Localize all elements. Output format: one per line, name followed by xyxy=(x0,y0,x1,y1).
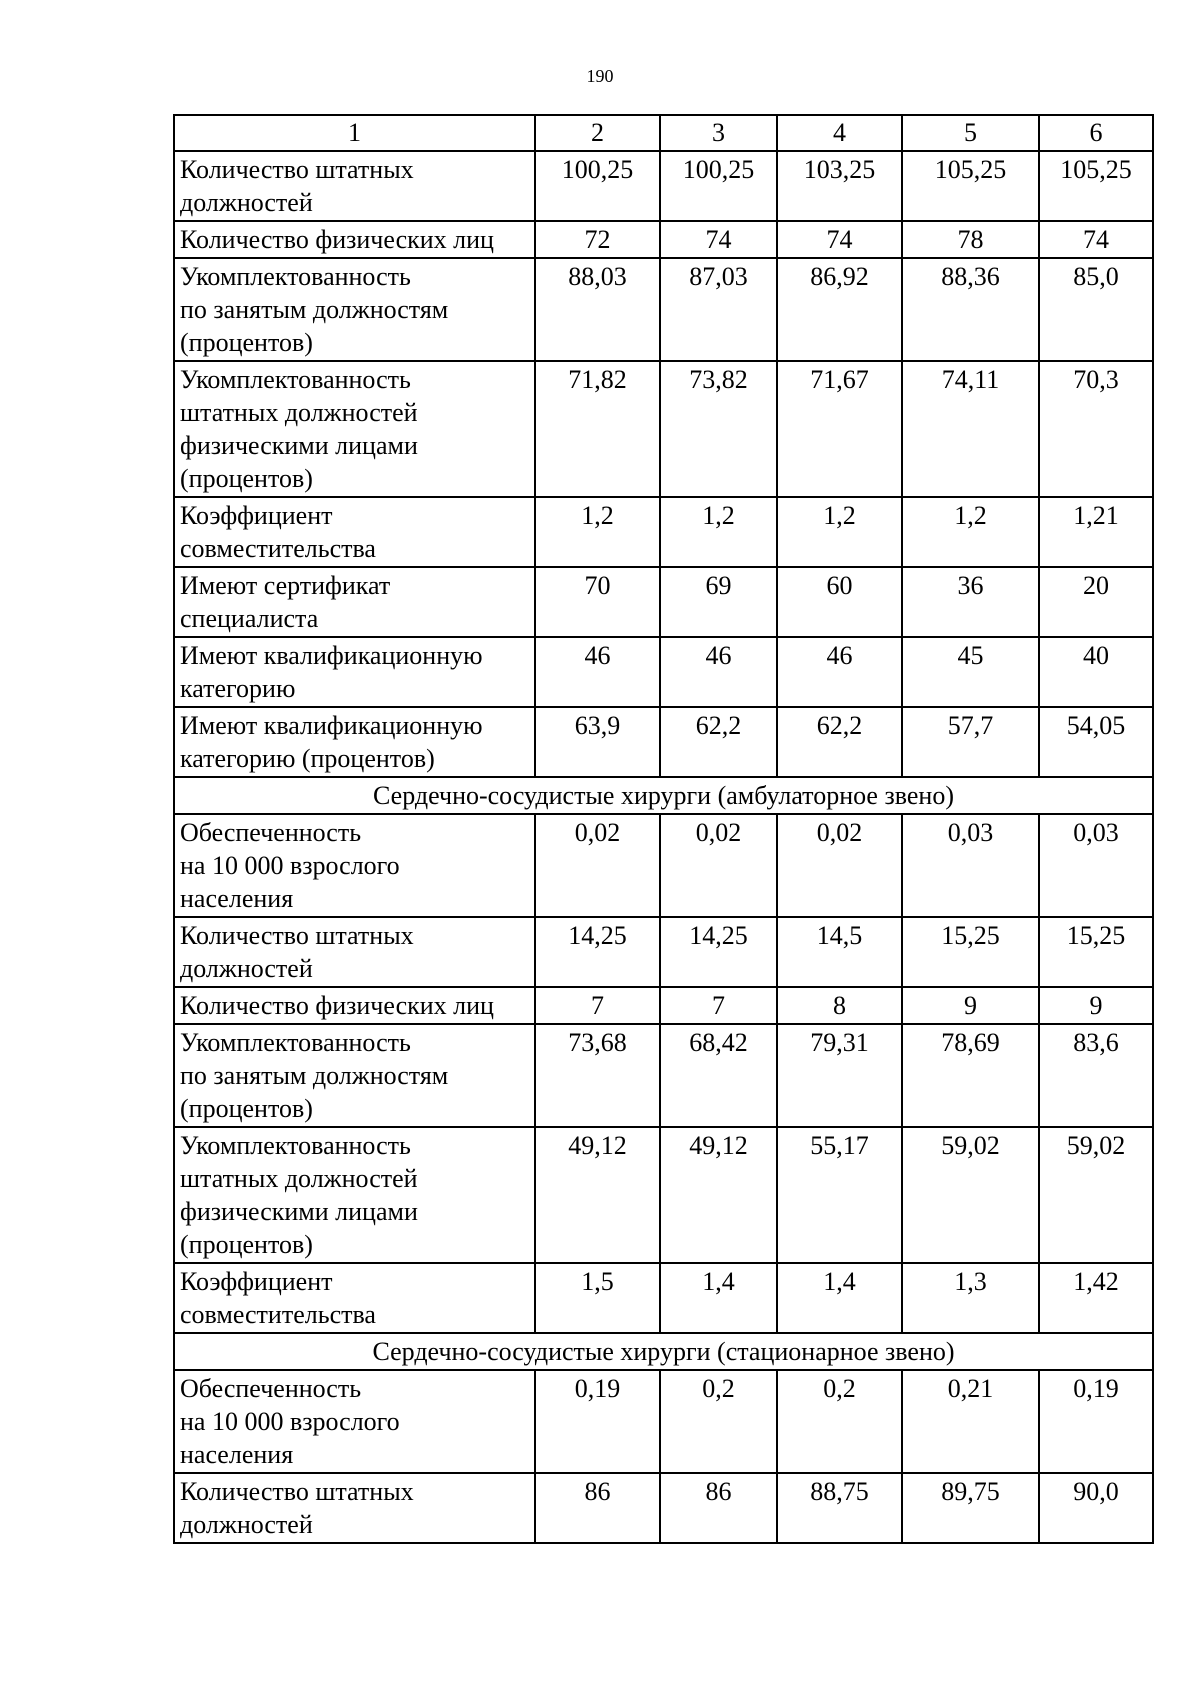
table-cell: 74 xyxy=(777,221,902,258)
table-cell: 71,82 xyxy=(535,361,660,497)
table-cell: 71,67 xyxy=(777,361,902,497)
row-label: Имеют квалификационную категорию xyxy=(174,637,535,707)
table-cell: 1,21 xyxy=(1039,497,1153,567)
row-label: Количество физических лиц xyxy=(174,987,535,1024)
table-cell: 88,36 xyxy=(902,258,1039,361)
row-label: Укомплектованность по занятым должностям (процентов) xyxy=(174,258,535,361)
table-row xyxy=(174,567,1153,637)
table-cell: 45 xyxy=(902,637,1039,707)
table-section-row xyxy=(174,1333,1153,1370)
table-cell: 103,25 xyxy=(777,151,902,221)
table-cell: 74 xyxy=(660,221,777,258)
table-cell: 0,2 xyxy=(660,1370,777,1473)
table-row xyxy=(174,637,1153,707)
table-cell: 0,02 xyxy=(535,814,660,917)
table-cell: 79,31 xyxy=(777,1024,902,1127)
row-label: Обеспеченность на 10 000 взрослого населения xyxy=(174,814,535,917)
table-cell: 1,2 xyxy=(535,497,660,567)
row-label: Количество штатных должностей xyxy=(174,1473,535,1543)
row-label: Имеют квалификационную категорию (процентов) xyxy=(174,707,535,777)
table-cell: 0,21 xyxy=(902,1370,1039,1473)
section-title: Сердечно-сосудистые хирурги (стационарное звено) xyxy=(174,1333,1153,1370)
table-cell: 83,6 xyxy=(1039,1024,1153,1127)
table-cell: 15,25 xyxy=(1039,917,1153,987)
table-cell: 78 xyxy=(902,221,1039,258)
table-row xyxy=(174,361,1153,497)
column-header: 6 xyxy=(1039,115,1153,151)
table-row xyxy=(174,497,1153,567)
table-cell: 9 xyxy=(902,987,1039,1024)
column-header: 2 xyxy=(535,115,660,151)
table-cell: 74,11 xyxy=(902,361,1039,497)
table-cell: 59,02 xyxy=(1039,1127,1153,1263)
table-row xyxy=(174,258,1153,361)
table-cell: 0,03 xyxy=(902,814,1039,917)
table-cell: 78,69 xyxy=(902,1024,1039,1127)
row-label: Количество физических лиц xyxy=(174,221,535,258)
table-cell: 0,19 xyxy=(535,1370,660,1473)
table-row xyxy=(174,707,1153,777)
table-cell: 89,75 xyxy=(902,1473,1039,1543)
table-cell: 1,3 xyxy=(902,1263,1039,1333)
table-cell: 68,42 xyxy=(660,1024,777,1127)
table-cell: 54,05 xyxy=(1039,707,1153,777)
table-cell: 86,92 xyxy=(777,258,902,361)
table-cell: 90,0 xyxy=(1039,1473,1153,1543)
table-cell: 40 xyxy=(1039,637,1153,707)
table-cell: 7 xyxy=(660,987,777,1024)
row-label: Коэффициент совместительства xyxy=(174,1263,535,1333)
table-cell: 86 xyxy=(660,1473,777,1543)
row-label: Обеспеченность на 10 000 взрослого населения xyxy=(174,1370,535,1473)
table-row xyxy=(174,1024,1153,1127)
table-cell: 62,2 xyxy=(660,707,777,777)
table-cell: 70 xyxy=(535,567,660,637)
table-row xyxy=(174,151,1153,221)
table-cell: 73,68 xyxy=(535,1024,660,1127)
table-cell: 20 xyxy=(1039,567,1153,637)
column-header: 4 xyxy=(777,115,902,151)
table-row xyxy=(174,221,1153,258)
table-cell: 63,9 xyxy=(535,707,660,777)
table-cell: 100,25 xyxy=(535,151,660,221)
table-cell: 49,12 xyxy=(660,1127,777,1263)
table-cell: 14,25 xyxy=(660,917,777,987)
row-label: Укомплектованность штатных должностей физическими лицами (процентов) xyxy=(174,361,535,497)
table-cell: 0,03 xyxy=(1039,814,1153,917)
table-row xyxy=(174,1127,1153,1263)
row-label: Имеют сертификат специалиста xyxy=(174,567,535,637)
table-header-row xyxy=(174,115,1153,151)
table-cell: 55,17 xyxy=(777,1127,902,1263)
table-cell: 88,75 xyxy=(777,1473,902,1543)
table-cell: 57,7 xyxy=(902,707,1039,777)
table-cell: 49,12 xyxy=(535,1127,660,1263)
table-cell: 1,2 xyxy=(902,497,1039,567)
table-row xyxy=(174,1473,1153,1543)
table-row xyxy=(174,917,1153,987)
table-cell: 0,02 xyxy=(660,814,777,917)
table-row xyxy=(174,1263,1153,1333)
table-cell: 8 xyxy=(777,987,902,1024)
table-cell: 74 xyxy=(1039,221,1153,258)
table-cell: 105,25 xyxy=(1039,151,1153,221)
table-cell: 46 xyxy=(660,637,777,707)
table-cell: 9 xyxy=(1039,987,1153,1024)
table-cell: 15,25 xyxy=(902,917,1039,987)
table-cell: 100,25 xyxy=(660,151,777,221)
table-cell: 87,03 xyxy=(660,258,777,361)
row-label: Коэффициент совместительства xyxy=(174,497,535,567)
table-cell: 14,25 xyxy=(535,917,660,987)
table-cell: 46 xyxy=(535,637,660,707)
table-row xyxy=(174,1370,1153,1473)
table-section-row xyxy=(174,777,1153,814)
row-label: Укомплектованность по занятым должностям (процентов) xyxy=(174,1024,535,1127)
column-header: 1 xyxy=(174,115,535,151)
table-cell: 0,02 xyxy=(777,814,902,917)
table-cell: 70,3 xyxy=(1039,361,1153,497)
table-cell: 0,2 xyxy=(777,1370,902,1473)
table-cell: 7 xyxy=(535,987,660,1024)
table-cell: 1,2 xyxy=(777,497,902,567)
table-cell: 1,5 xyxy=(535,1263,660,1333)
column-header: 3 xyxy=(660,115,777,151)
table-cell: 60 xyxy=(777,567,902,637)
staffing-table xyxy=(173,114,1154,1544)
table-cell: 59,02 xyxy=(902,1127,1039,1263)
table-row xyxy=(174,814,1153,917)
page-number: 190 xyxy=(586,66,614,86)
section-title: Сердечно-сосудистые хирурги (амбулаторное звено) xyxy=(174,777,1153,814)
table-cell: 0,19 xyxy=(1039,1370,1153,1473)
table-cell: 1,4 xyxy=(777,1263,902,1333)
table-cell: 85,0 xyxy=(1039,258,1153,361)
table-cell: 86 xyxy=(535,1473,660,1543)
table-cell: 36 xyxy=(902,567,1039,637)
table-cell: 1,2 xyxy=(660,497,777,567)
table-cell: 73,82 xyxy=(660,361,777,497)
table-cell: 88,03 xyxy=(535,258,660,361)
table-cell: 72 xyxy=(535,221,660,258)
table-cell: 69 xyxy=(660,567,777,637)
row-label: Количество штатных должностей xyxy=(174,151,535,221)
table-cell: 105,25 xyxy=(902,151,1039,221)
column-header: 5 xyxy=(902,115,1039,151)
table-cell: 1,42 xyxy=(1039,1263,1153,1333)
table-cell: 1,4 xyxy=(660,1263,777,1333)
table-cell: 14,5 xyxy=(777,917,902,987)
table-row xyxy=(174,987,1153,1024)
row-label: Укомплектованность штатных должностей физическими лицами (процентов) xyxy=(174,1127,535,1263)
table-cell: 62,2 xyxy=(777,707,902,777)
row-label: Количество штатных должностей xyxy=(174,917,535,987)
table-cell: 46 xyxy=(777,637,902,707)
